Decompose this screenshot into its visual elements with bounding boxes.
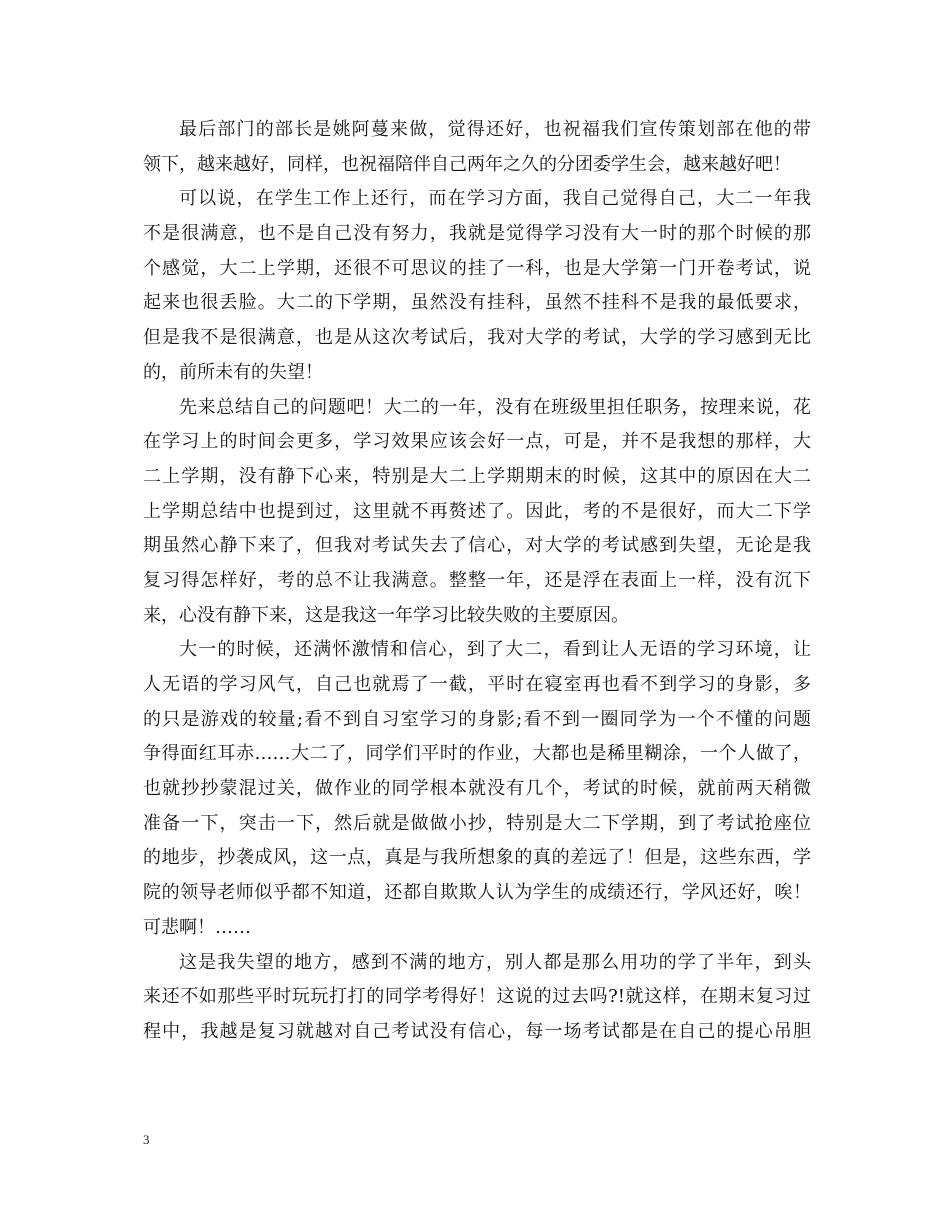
text-line: 的，前所未有的失望！ <box>143 361 323 383</box>
text-line: 的只是游戏的较量;看不到自习室学习的身影;看不到一圈同学为一个不懂的问题 <box>143 708 811 730</box>
text-line: 在学习上的时间会更多，学习效果应该会好一点，可是，并不是我想的那样，大 <box>143 431 811 453</box>
text-line: 领下，越来越好，同样，也祝福陪伴自己两年之久的分团委学生会，越来越好吧！ <box>143 153 791 175</box>
text-line: 程中，我越是复习就越对自己考试没有信心，每一场考试都是在自己的提心吊胆 <box>143 1020 811 1042</box>
text-line: 来还不如那些平时玩玩打打的同学考得好！这说的过去吗?!就这样，在期末复习过 <box>143 986 811 1008</box>
text-line: 二上学期，没有静下心来，特别是大二上学期期末的时候，这其中的原因在大二 <box>143 465 811 487</box>
text-line: 可以说，在学生工作上还行，而在学习方面，我自己觉得自己，大二一年我 <box>179 188 811 210</box>
text-line: 个感觉，大二上学期，还很不可思议的挂了一科，也是大学第一门开卷考试，说 <box>143 257 811 279</box>
text-line: 争得面红耳赤……大二了，同学们平时的作业，大都也是稀里糊涂，一个人做了， <box>143 743 811 765</box>
text-line: 院的领导老师似乎都不知道，还都自欺欺人认为学生的成绩还行，学风还好，唉！ <box>143 882 811 904</box>
text-line: 起来也很丢脸。大二的下学期，虽然没有挂科，虽然不挂科不是我的最低要求， <box>143 292 811 314</box>
text-line: 可悲啊！…… <box>143 916 251 938</box>
text-line: 也就抄抄蒙混过关，做作业的同学根本就没有几个，考试的时候，就前两天稍微 <box>143 778 811 800</box>
text-line: 但是我不是很满意，也是从这次考试后，我对大学的考试，大学的学习感到无比 <box>143 327 811 349</box>
text-line: 来，心没有静下来，这是我这一年学习比较失败的主要原因。 <box>143 604 629 626</box>
page-number: 3 <box>143 1132 150 1147</box>
text-line: 期虽然心静下来了，但我对考试失去了信心，对大学的考试感到失望，无论是我 <box>143 535 811 557</box>
text-line: 先来总结自己的问题吧！大二的一年，没有在班级里担任职务，按理来说，花 <box>179 396 811 418</box>
text-line: 人无语的学习风气，自己也就焉了一截，平时在寝室再也看不到学习的身影，多 <box>143 674 811 695</box>
text-line: 的地步，抄袭成风，这一点，真是与我所想象的真的差远了！但是，这些东西，学 <box>143 847 811 869</box>
body-text <box>143 113 811 1050</box>
text-line: 上学期总结中也提到过，这里就不再赘述了。因此，考的不是很好，而大二下学 <box>143 500 811 522</box>
text-line: 大一的时候，还满怀激情和信心，到了大二，看到让人无语的学习环境，让 <box>179 639 811 661</box>
text-line: 准备一下，突击一下，然后就是做做小抄，特别是大二下学期，到了考试抢座位 <box>143 812 811 834</box>
text-line: 不是很满意，也不是自己没有努力，我就是觉得学习没有大一时的那个时候的那 <box>143 223 811 245</box>
text-line: 这是我失望的地方，感到不满的地方，别人都是那么用功的学了半年，到头 <box>179 951 811 973</box>
text-line: 复习得怎样好，考的总不让我满意。整整一年，还是浮在表面上一样，没有沉下 <box>143 569 811 591</box>
text-line: 最后部门的部长是姚阿蔓来做，觉得还好，也祝福我们宣传策划部在他的带 <box>179 119 811 140</box>
